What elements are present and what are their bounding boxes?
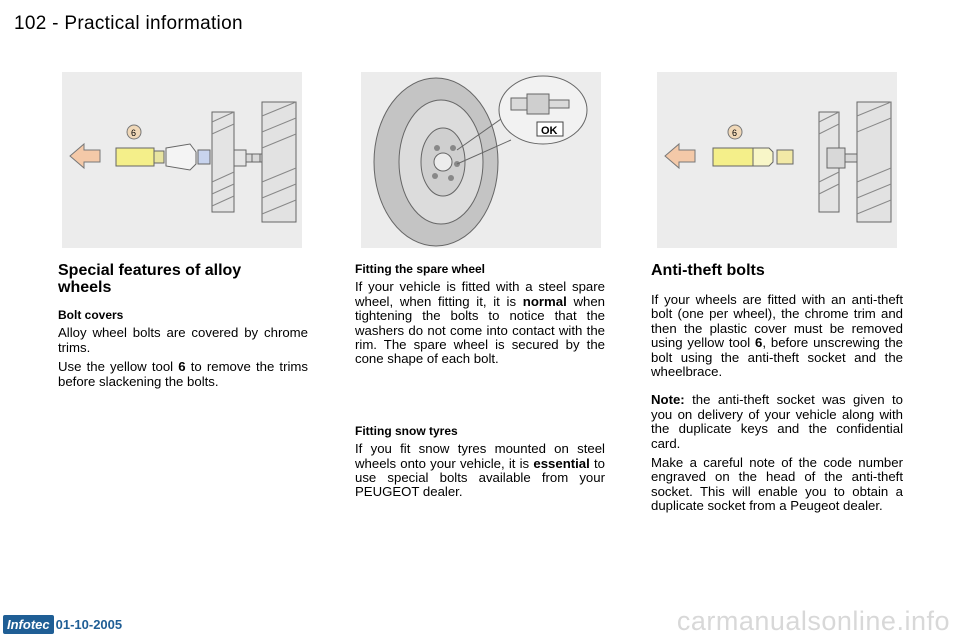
tool-number-label: 6: [131, 128, 137, 138]
paragraph: Make a careful note of the code number engraved on the head of the anti-theft socket. This will enable you to obtain a duplicate socket from a Peugeot dealer.: [651, 455, 903, 514]
anti-theft-section: [651, 262, 903, 519]
ok-label: OK: [541, 125, 558, 137]
subsection-title: Bolt covers: [58, 308, 124, 322]
section-title: Special features of alloy wheels: [58, 262, 242, 296]
paragraph: If you fit snow tyres mounted on steel wheels onto your vehicle, it is essential to use special bolts available from your PEUGEOT dealer.: [355, 441, 606, 500]
paragraph: If your wheels are fitted with an anti-theft bolt (one per wheel), the chrome trim and then the plastic cover must be removed using yellow tool 6, before unscrewing the bolt using the anti-theft socket and the wheelbrace.: [651, 292, 903, 380]
spare-wheel-section: [355, 262, 605, 505]
watermark: carmanualsonline.info: [676, 606, 950, 636]
paragraph: Note: the anti-theft socket was given to you on delivery of your vehicle along with the duplicate keys and the confidential card.: [651, 392, 903, 451]
bolt-cover-illustration: [62, 72, 302, 248]
tool-number-label: 6: [732, 128, 738, 138]
infotec-logo: Infotec: [3, 615, 54, 634]
page-header: 102 - Practical information: [14, 13, 243, 34]
section-title: Anti-theft bolts: [651, 262, 765, 279]
subsection-title: Fitting snow tyres: [355, 423, 458, 438]
anti-theft-bolt-illustration: [657, 72, 897, 248]
spare-wheel-illustration: [361, 72, 601, 248]
alloy-wheels-section: [58, 262, 308, 394]
footer: [3, 615, 122, 634]
paragraph: Alloy wheel bolts are covered by chrome trims.: [58, 325, 308, 355]
paragraph: Use the yellow tool 6 to remove the trims before slackening the bolts.: [58, 359, 308, 389]
footer-date: 01-10-2005: [55, 617, 123, 632]
subsection-title: Fitting the spare wheel: [355, 262, 486, 276]
paragraph: If your vehicle is fitted with a steel spare wheel, when fitting it, it is normal when tightening the bolts to notice that the washers do not come into contact with the rim. The spare wheel is secured by the cone shape of each bolt.: [355, 279, 605, 367]
